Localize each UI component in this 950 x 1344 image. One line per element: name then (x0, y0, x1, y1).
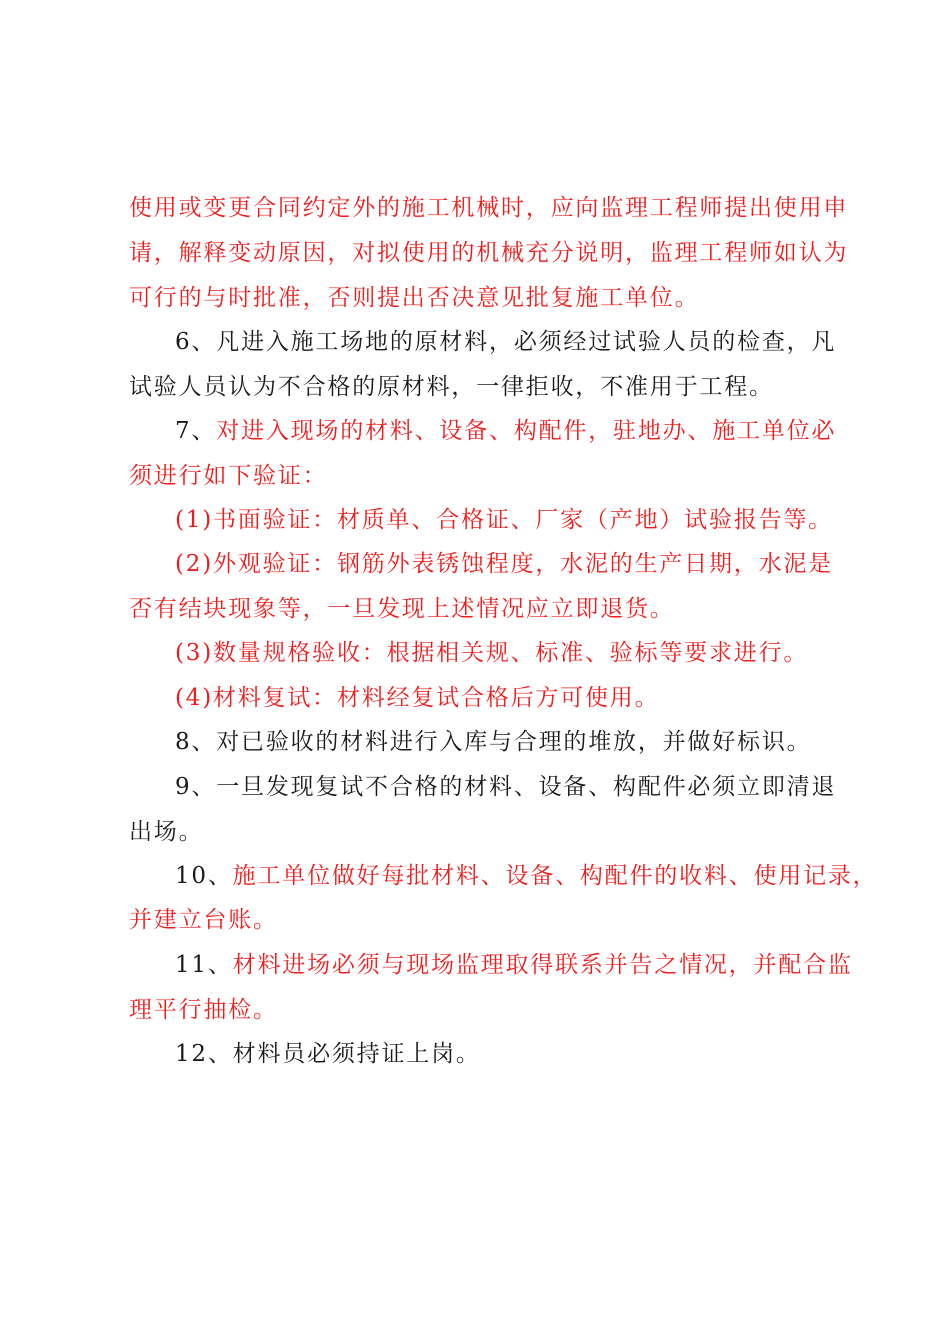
text-line: 理平行抽检。 (129, 997, 278, 1023)
text-line: 8、对已验收的材料进行入库与合理的堆放，并做好标识。 (175, 729, 812, 755)
text-line: 12、材料员必须持证上岗。 (175, 1041, 481, 1067)
text-line: 否有结块现象等，一旦发现上述情况应立即退货。 (129, 596, 675, 622)
text-line: (3)数量规格验收：根据相关规、标准、验标等要求进行。 (175, 640, 809, 666)
text-line: 试验人员认为不合格的原材料，一律拒收，不准用于工程。 (129, 374, 774, 400)
text-line: 使用或变更合同约定外的施工机械时，应向监理工程师提出使用申 (129, 195, 849, 221)
text-line: 9、一旦发现复试不合格的材料、设备、构配件必须立即清退 (175, 774, 837, 800)
text-line: 出场。 (129, 819, 204, 845)
text-line: 请，解释变动原因，对拟使用的机械充分说明，监理工程师如认为 (129, 240, 849, 266)
text-line: (2)外观验证：钢筋外表锈蚀程度，水泥的生产日期，水泥是 (175, 551, 833, 577)
text-line: (4)材料复试：材料经复试合格后方可使用。 (175, 685, 660, 711)
text-line: 10、施工单位做好每批材料、设备、构配件的收料、使用记录， (175, 863, 878, 889)
text-line: (1)书面验证：材质单、合格证、厂家（产地）试验报告等。 (175, 507, 833, 533)
text-line: 7、对进入现场的材料、设备、构配件，驻地办、施工单位必 (175, 418, 837, 444)
text-line: 并建立台账。 (129, 907, 278, 933)
text-line: 可行的与时批准，否则提出否决意见批复施工单位。 (129, 285, 700, 311)
text-line: 须进行如下验证： (129, 463, 328, 489)
text-line: 6、凡进入施工场地的原材料，必须经过试验人员的检查，凡 (175, 329, 837, 355)
text-line: 11、材料进场必须与现场监理取得联系并告之情况，并配合监 (175, 952, 853, 978)
